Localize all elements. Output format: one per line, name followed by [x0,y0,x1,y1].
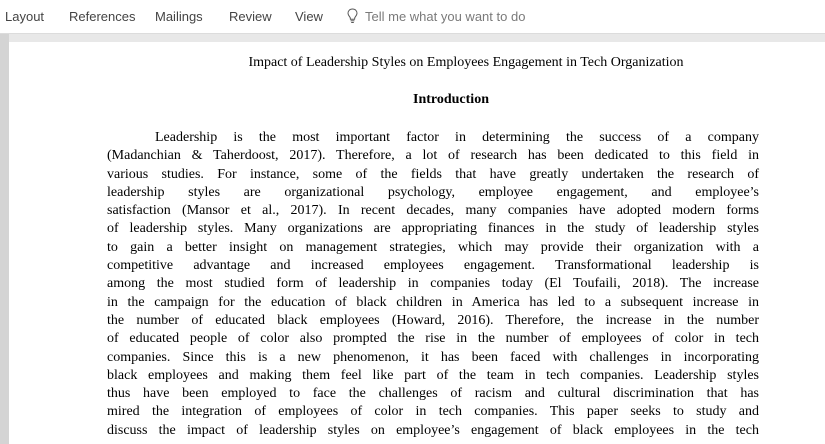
body-paragraph [107,129,759,440]
paragraph-line: leadership styles are organizational psychology, employee engagement, and employee’s [107,184,759,200]
paragraph-line: to gain a better insight on management strategies, which may provide their organization with a [107,239,759,255]
paragraph-line: of leadership styles. Many organizations are appropriating finances in the study of leadership styles [107,221,759,237]
paragraph-line: in the campaign for the education of black children in America has led to a subsequent increase in [107,294,759,310]
paragraph-line: thus have been employed to face the challenges of racism and cultural discrimination that has [107,386,759,402]
paragraph-line: various studies. For instance, some of the fields that have greatly undertaken the research of [107,166,759,182]
tab-references[interactable]: References [69,9,136,24]
paragraph-line: mired the integration of employees of color in tech companies. This paper seeks to study and [107,404,759,420]
paragraph-line: competitive advantage and increased employees engagement. Transformational leadership is [107,258,759,274]
ribbon-tab-bar [0,0,825,34]
document-page[interactable] [9,42,825,444]
paragraph-line: among the most studied form of leadership in companies today (El Toufaili, 2018). The increase [107,276,759,292]
tell-me-search[interactable] [347,7,525,25]
paragraph-line: the number of educated black employees (Howard, 2016). Therefore, the increase in the number [107,312,759,328]
tell-me-placeholder: Tell me what you want to do [365,8,526,24]
document-title: Impact of Leadership Styles on Employees Engagement in Tech Organization [248,55,684,70]
tab-view[interactable]: View [295,9,323,24]
tab-layout[interactable]: Layout [5,9,45,24]
paragraph-line: satisfaction (Mansor et al., 2017). In recent decades, many companies have adopted modern forms [107,203,759,219]
paragraph-line: discuss the impact of leadership styles on employee’s engagement of black employees in the tech [107,422,759,438]
paragraph-line: of educated people of color also prompted the rise in the number of employees of color in tech [107,331,759,347]
tab-mailings[interactable]: Mailings [155,9,203,24]
tab-review[interactable]: Review [229,9,272,24]
lightbulb-icon [347,8,358,24]
paragraph-line: companies. Since this is a new phenomenon, it has been faced with challenges in incorporating [107,349,759,365]
paragraph-line: Leadership is the most important factor in determining the success of a company [155,130,759,145]
paragraph-line: black employees and making them feel like part of the team in tech companies. Leadership styles [107,367,759,383]
paragraph-line: (Madanchian & Taherdoost, 2017). Therefore, a lot of research has been dedicated to this field in [107,148,759,164]
left-margin-shade [0,34,9,444]
document-heading: Introduction [413,92,489,107]
